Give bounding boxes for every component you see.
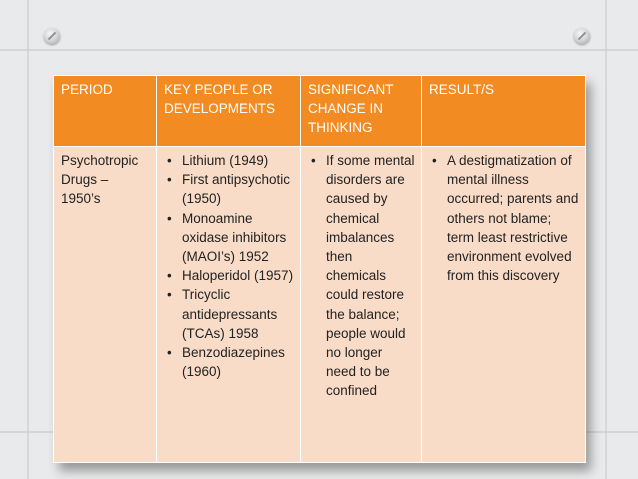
list-item: • Monoamine oxidase inhibitors (MAOI’s) 1952: [164, 209, 294, 267]
header-period: PERIOD: [54, 76, 157, 147]
header-significant-change: SIGNIFICANT CHANGE IN THINKING: [301, 76, 422, 147]
history-table: [53, 75, 585, 463]
list-item: • Haloperidol (1957): [164, 266, 294, 285]
header-key-people: KEY PEOPLE OR DEVELOPMENTS: [157, 76, 301, 147]
list-item: • First antipsychotic (1950): [164, 170, 294, 208]
list-item: • If some mental disorders are caused by chemical imbalances then chemicals could restore the balance; people would no longer need to be confined: [308, 151, 415, 401]
change-list: [308, 151, 415, 401]
top-right-screw-icon: [574, 28, 590, 44]
list-item: • A destigmatization of mental illness occurred; parents and others not blame; term least restrictive environment evolved from this discovery: [429, 151, 579, 285]
cell-results: [422, 147, 586, 463]
cell-period: Psychotropic Drugs – 1950’s: [54, 147, 157, 463]
top-left-screw-icon: [44, 28, 60, 44]
table-header-row: [54, 76, 586, 147]
developments-list: [164, 151, 294, 381]
cell-change: [301, 147, 422, 463]
list-item: • Tricyclic antidepressants (TCAs) 1958: [164, 285, 294, 343]
results-list: [429, 151, 579, 285]
list-item: • Benzodiazepines (1960): [164, 343, 294, 381]
table-row: [54, 147, 586, 463]
cell-developments: [157, 147, 301, 463]
list-item: • Lithium (1949): [164, 151, 294, 170]
header-results: RESULT/S: [422, 76, 586, 147]
